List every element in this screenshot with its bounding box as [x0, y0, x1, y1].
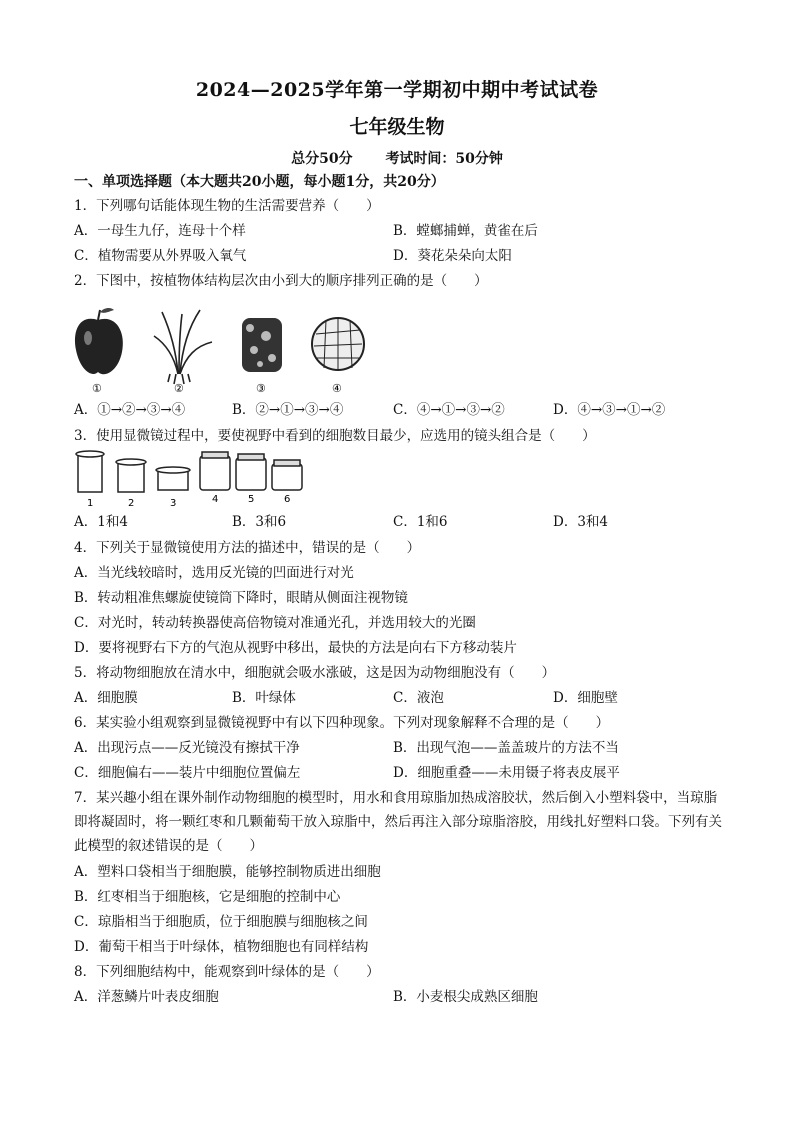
- exam-title: 2024—2025学年第一学期初中期中考试试卷: [195, 79, 599, 101]
- eyepiece-1: [76, 451, 104, 492]
- question-5-option-c: C．液泡: [393, 690, 444, 706]
- question-6-option-c: C．细胞偏右——装片中细胞位置偏左: [74, 765, 301, 781]
- lens-label-2: 2: [128, 498, 135, 509]
- figure-label-1: ①: [92, 382, 102, 395]
- question-1-option-b: B．螳螂捕蝉，黄雀在后: [393, 223, 538, 239]
- lens-label-4: 4: [212, 494, 219, 505]
- subject-title: 七年级生物: [349, 116, 445, 138]
- lens-figure: [72, 450, 312, 512]
- question-2-stem: 2．下图中，按植物体结构层次由小到大的顺序排列正确的是（ ）: [74, 273, 488, 289]
- question-1-option-c: C．植物需要从外界吸入氧气: [74, 248, 247, 264]
- question-7-option-a: A．塑料口袋相当于细胞膜，能够控制物质进出细胞: [74, 864, 381, 880]
- tissue-image: [242, 318, 282, 372]
- figure-label-3: ③: [256, 382, 266, 395]
- question-2-option-b: B．②→①→③→④: [232, 402, 344, 418]
- question-5-option-b: B．叶绿体: [232, 690, 296, 706]
- total-score: 总分50分: [291, 151, 353, 167]
- question-4-option-b: B．转动粗准焦螺旋使镜筒下降时，眼睛从侧面注视物镜: [74, 590, 408, 606]
- plant-structure-figure: [70, 300, 370, 396]
- question-3-option-d: D．3和4: [553, 514, 609, 530]
- figure-label-2: ②: [174, 382, 184, 395]
- question-2-option-c: C．④→①→③→②: [393, 402, 505, 418]
- question-8-option-b: B．小麦根尖成熟区细胞: [393, 989, 538, 1005]
- cell-circle-image: [312, 318, 364, 370]
- exam-time: 考试时间：50分钟: [385, 151, 503, 167]
- question-1-option-d: D．葵花朵朵向太阳: [393, 248, 512, 264]
- question-1-stem: 1．下列哪句话能体现生物的生活需要营养（ ）: [74, 198, 380, 214]
- question-4-option-d: D．要将视野右下方的气泡从视野中移出，最快的方法是向右下方移动装片: [74, 640, 517, 656]
- eyepiece-2: [116, 459, 146, 492]
- question-5-option-a: A．细胞膜: [74, 690, 138, 706]
- question-4-stem: 4．下列关于显微镜使用方法的描述中，错误的是（ ）: [74, 540, 421, 556]
- question-5-stem: 5．将动物细胞放在清水中，细胞就会吸水涨破，这是因为动物细胞没有（ ）: [74, 665, 556, 681]
- objective-6: [272, 460, 302, 490]
- section-heading: 一、单项选择题（本大题共20小题，每小题1分，共20分）: [74, 174, 445, 190]
- question-3-option-a: A．1和4: [74, 514, 128, 530]
- question-5-option-d: D．细胞壁: [553, 690, 618, 706]
- lens-label-3: 3: [170, 498, 177, 509]
- question-8-stem: 8．下列细胞结构中，能观察到叶绿体的是（ ）: [74, 964, 380, 980]
- question-4-option-c: C．对光时，转动转换器使高倍物镜对准通光孔，并选用较大的光圈: [74, 615, 476, 631]
- lens-label-5: 5: [248, 494, 255, 505]
- figure-label-4: ④: [332, 382, 342, 395]
- wheat-plant-image: [154, 310, 212, 384]
- question-4-option-a: A．当光线较暗时，选用反光镜的凹面进行对光: [74, 565, 354, 581]
- score-time-line: [0, 148, 794, 168]
- question-7-option-b: B．红枣相当于细胞核，它是细胞的控制中心: [74, 889, 341, 905]
- question-3-option-c: C．1和6: [393, 514, 448, 530]
- question-6-option-b: B．出现气泡——盖盖玻片的方法不当: [393, 740, 619, 756]
- lens-label-1: 1: [87, 498, 94, 509]
- question-8-option-a: A．洋葱鳞片叶表皮细胞: [74, 989, 219, 1005]
- lens-label-6: 6: [284, 494, 291, 505]
- question-1-option-a: A．一母生九仔，连母十个样: [74, 223, 246, 239]
- question-3-option-b: B．3和6: [232, 514, 287, 530]
- question-6-stem: 6．某实验小组观察到显微镜视野中有以下四种现象。下列对现象解释不合理的是（ ）: [74, 715, 610, 731]
- question-3-stem: 3．使用显微镜过程中，要使视野中看到的细胞数目最少，应选用的镜头组合是（ ）: [74, 428, 596, 444]
- objective-4: [200, 452, 230, 490]
- question-2-option-d: D．④→③→①→②: [553, 402, 666, 418]
- question-7-stem: 7．某兴趣小组在课外制作动物细胞的模型时，用水和食用琼脂加热成溶胶状，然后倒入小塑料袋中，当琼脂即将凝固时，将一颗红枣和几颗葡萄干放入琼脂中，然后再注入部分琼脂溶胶，用线扎好塑料口袋。下列有关此模型的叙述错误的是（ ）: [74, 790, 722, 854]
- question-7-option-d: D．葡萄干相当于叶绿体，植物细胞也有同样结构: [74, 939, 369, 955]
- apple-image: [75, 308, 123, 374]
- objective-5: [236, 454, 266, 490]
- question-6-option-a: A．出现污点——反光镜没有擦拭干净: [74, 740, 300, 756]
- question-7-option-c: C．琼脂相当于细胞质，位于细胞膜与细胞核之间: [74, 914, 368, 930]
- question-6-option-d: D．细胞重叠——未用镊子将表皮展平: [393, 765, 620, 781]
- question-2-option-a: A．①→②→③→④: [74, 402, 186, 418]
- eyepiece-3: [156, 467, 190, 490]
